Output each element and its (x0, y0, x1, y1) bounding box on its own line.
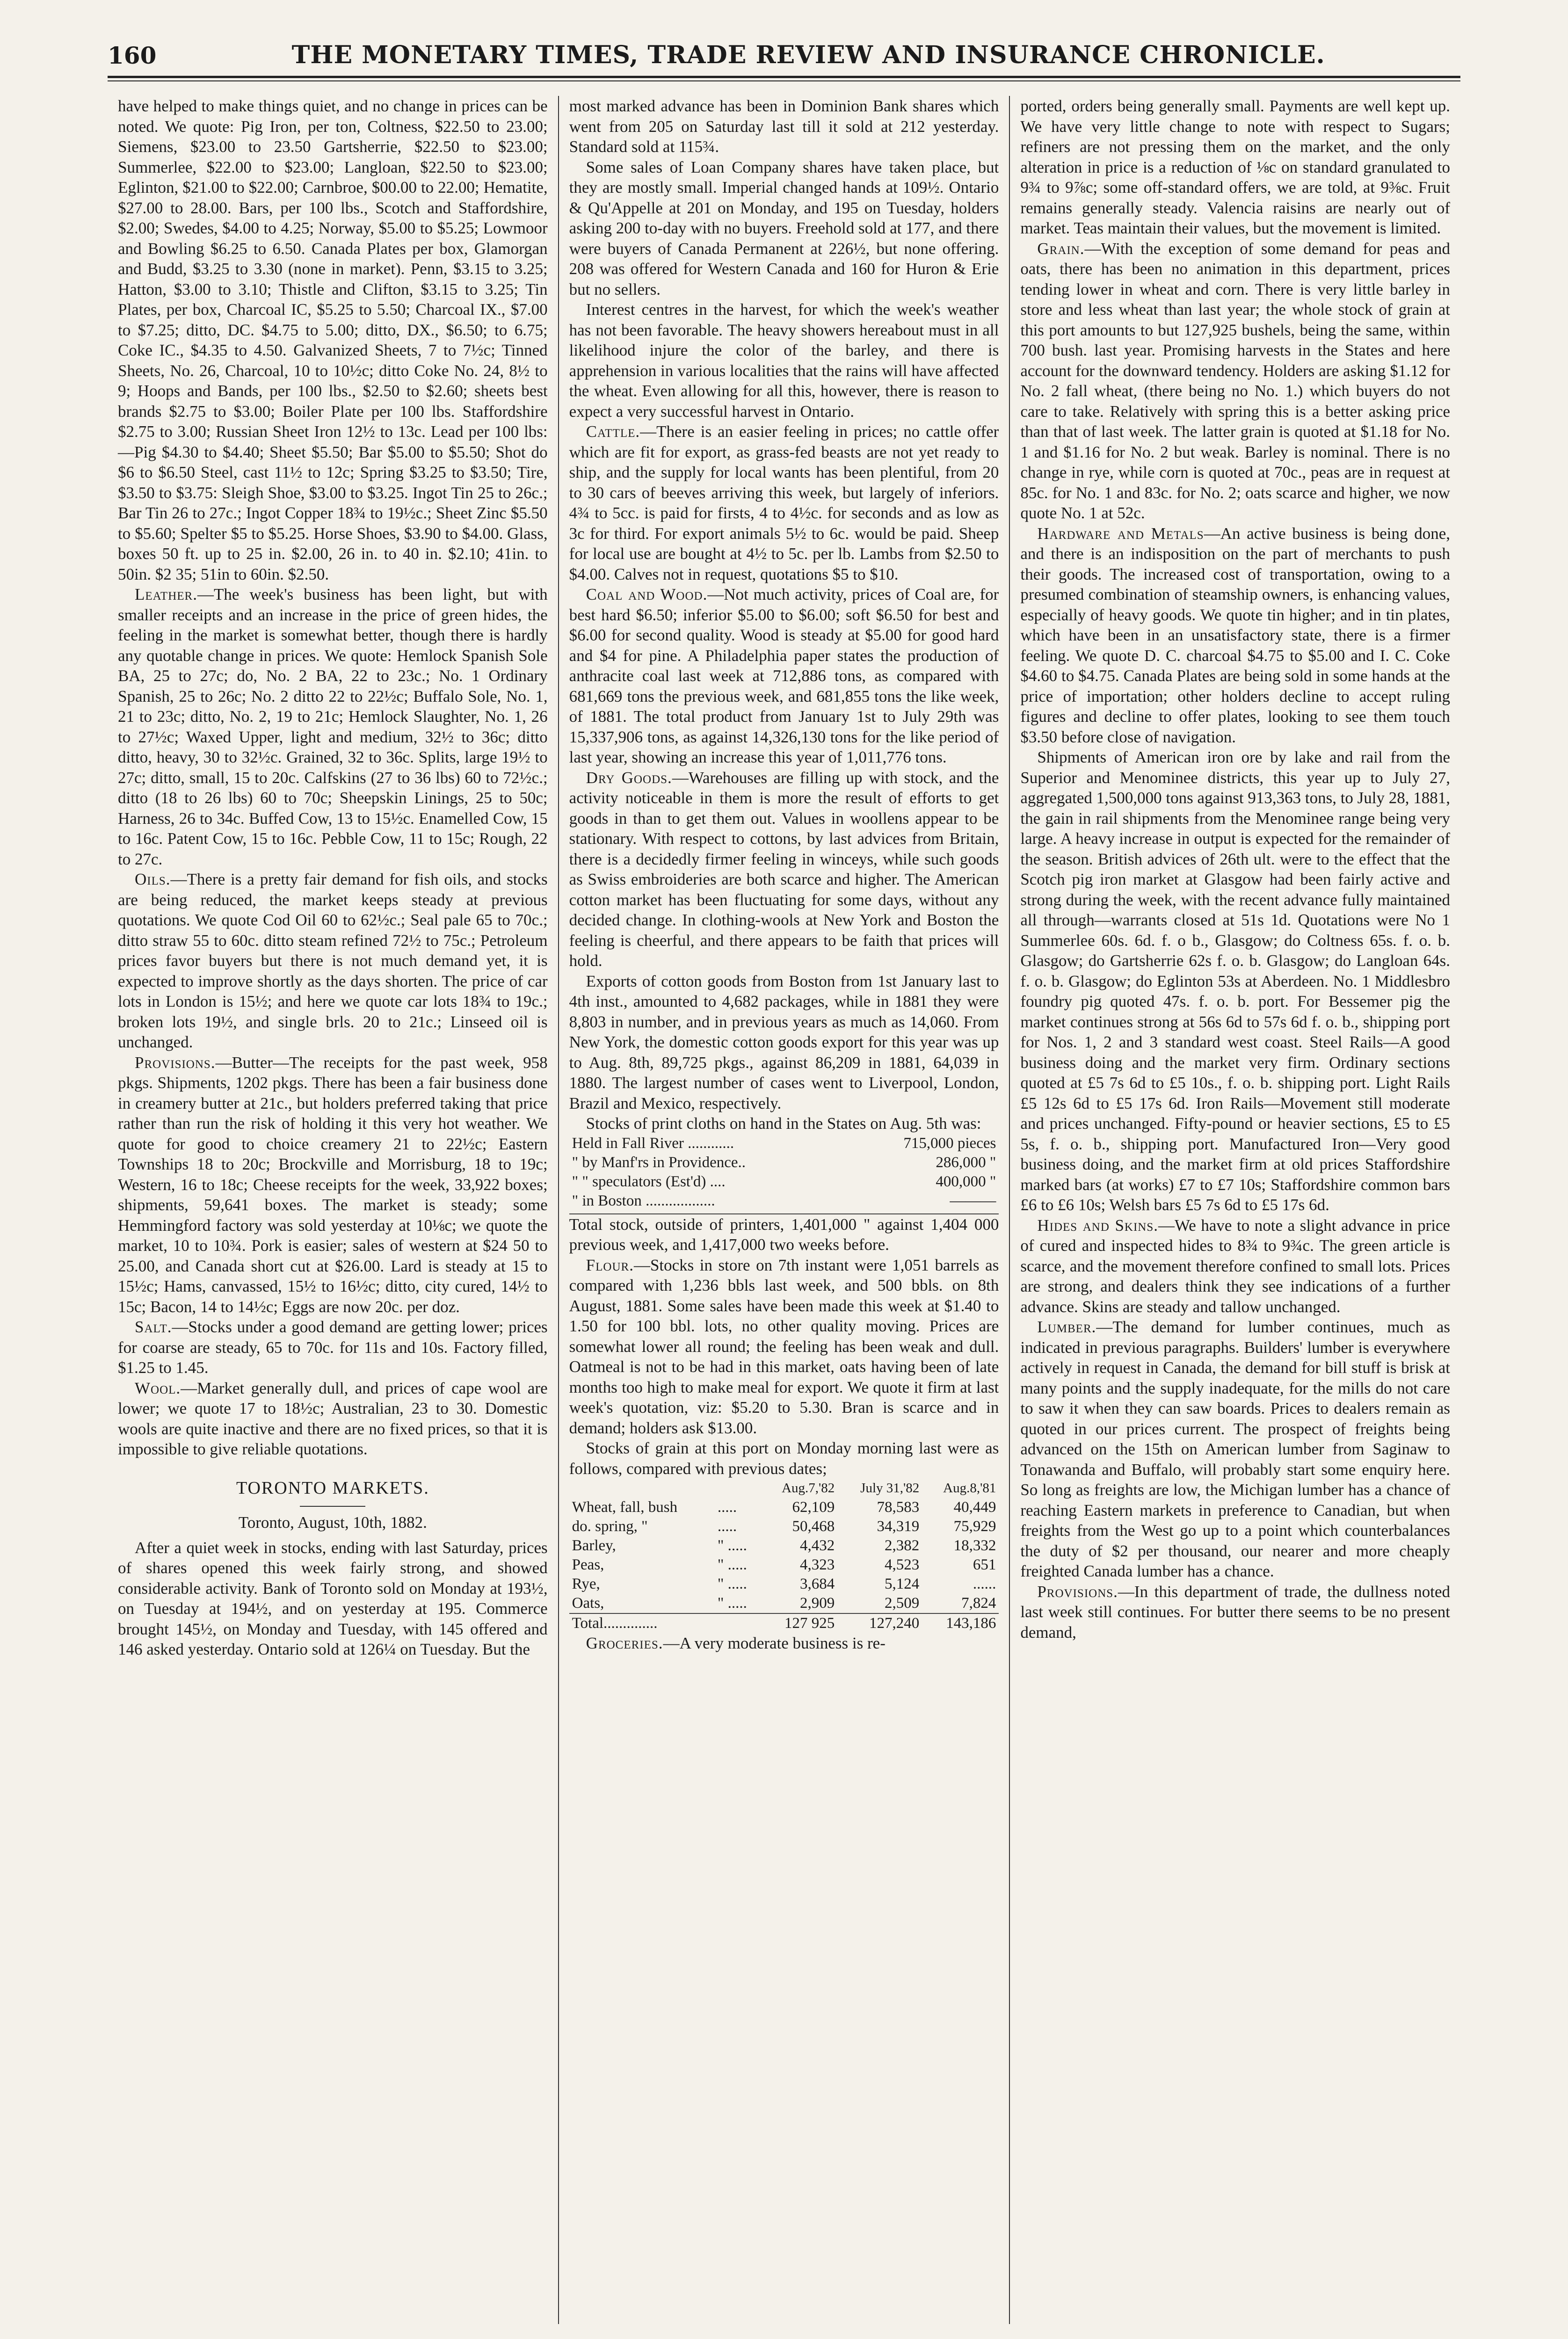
grain-total-jul31-82: 127,240 (837, 1613, 922, 1633)
loan-company-paragraph: Some sales of Loan Company shares have taken place, but they are mostly small. Imperial changed hands at 109½. Ontario & Qu'Appelle at 201 on Monday, and 195 on Tuesday, holders asking 200 to-day with no buyers. Freehold sold at 177, and there were buyers of Canada Permanent at 226½, but none offering. 208 was offered for Western Canada and 160 for Huron & Erie but no sellers. (569, 158, 999, 298)
grain-jul31-82: 34,319 (877, 1518, 920, 1535)
header-rule-thin (108, 80, 1460, 81)
grain-aug7-82: 4,323 (800, 1556, 835, 1573)
coal-wood-heading: Coal and Wood. (586, 585, 708, 603)
sugars-paragraph: ported, orders being generally small. Payments are well kept up. We have very little change to note with respect to Sugars; refiners are not pressing them on the market, and the only alteration in price is a reduction of ⅛c on standard granulated to 9¾ to 9⅞c; some off-standard offers, we are told, at 9⅜c. Fruit remains generally steady. Valencia raisins are nearly out of market. Teas maintain their values, but the movement is limited. (1020, 97, 1451, 237)
grain-name: Rye, (572, 1576, 600, 1592)
grain-column-header: July 31,'82 (860, 1481, 920, 1496)
grain-total-aug8-81: 143,186 (922, 1613, 999, 1633)
cotton-exports-paragraph: Exports of cotton goods from Boston from 1st January last to 4th inst., amounted to 4,682 packages, while in 1881 they were 8,803 in number, and in previous years as much as 14,060. From New York, the domestic cotton goods export for this year was up to Aug. 8th, 89,725 pkgs., against 86,209 in 1881, 64,039 in 1880. The largest number of cases went to Liverpool, London, Brazil and Mexico, respectively. (569, 972, 999, 1112)
grain-aug8-81: 7,824 (961, 1595, 996, 1612)
grain-row (569, 1555, 999, 1575)
grain-aug7-82: 2,909 (800, 1595, 835, 1612)
grain-row (569, 1498, 999, 1517)
column-3 (1009, 96, 1460, 2324)
print-cloths-intro: Stocks of print cloths on hand in the States on Aug. 5th was: (586, 1114, 981, 1133)
print-cloths-label: Held in Fall River ............ (572, 1134, 734, 1152)
grain-jul31-82: 4,523 (884, 1556, 920, 1573)
leather-paragraph (118, 584, 548, 869)
oils-paragraph (118, 869, 548, 1053)
groceries-text: —A very moderate business is re- (663, 1634, 886, 1652)
provisions-heading: Provisions. (135, 1053, 216, 1072)
grain-leader: " ..... (717, 1576, 747, 1592)
grain-name: Wheat, fall, bush (572, 1499, 678, 1516)
hardware-paragraph (1020, 523, 1450, 748)
grain-leader: " ..... (717, 1595, 747, 1612)
grain-column-header (715, 1479, 761, 1498)
stocks-paragraph: After a quiet week in stocks, ending with last Saturday, prices of shares opened this week fairly strong, and showed considerable activity. Bank of Toronto sold on Monday at 193½, on Tuesday at 194½, and on yesterday at 195. Commerce brought 145½, on Monday and Tuesday, with 145 offered and 146 asked yesterday. Ontario sold at 126¼ on Tuesday. But the (118, 1538, 548, 1658)
print-cloths-label: " by Manf'rs in Providence.. (572, 1154, 746, 1171)
iron-quotes-paragraph: have helped to make things quiet, and no change in prices can be noted. We quote: Pig Iron, per ton, Coltness, $22.50 to 23.00; Siemens, $23.00 to 23.50 Gartsherrie, $22.50 to $23.00; Summerlee, $22.00 to $23.00; Langloan, $22.50 to $23.00; Eglinton, $21.00 to $22.00; Carnbroe, $00.00 to 22.00; Hematite, $27.00 to 28.00. Bars, per 100 lbs., Scotch and Staffordshire, $2.00; Swedes, $4.00 to 4.25; Norway, $5.00 to $5.25; Lowmoor and Bowling $6.25 to 6.50. Canada Plates per box, Glamorgan and Budd, $3.25 to 3.30 (none in market). Penn, $3.15 to 3.25; Hatton, $3.00 to 3.10; Thistle and Clifton, $3.15 to 3.25; Tin Plates, per box, Charcoal IC, $5.25 to 5.50; Charcoal IX., $7.00 to $7.25; ditto, DC. $4.75 to 5.00; ditto, DX., $6.50; to 6.75; Coke IC., $4.35 to 4.50. Galvanized Sheets, 7 to 7½c; Tinned Sheets, No. 26, Charcoal, 10 to 10½c; ditto Coke No. 24, 8½ to 9; Hoops and Bands, per 100 lbs., $2.50 to $2.60; sheets best brands $2.75 to $3.00; Boiler Plate per 100 lbs. Staffordshire $2.75 to 3.00; Russian Sheet Iron 12½ to 13c. Lead per 100 lbs:—Pig $4.30 to $4.40; Sheet $5.50; Bar $5.00 to $5.50; Shot do $6 to $6.50 Steel, cast 11½ to 12c; Spring $3.25 to $3.50; Tire, $3.50 to $3.75: Sleigh Shoe, $3.00 to $3.25. Ingot Tin 25 to 26c.; Bar Tin 26 to 27c.; Ingot Copper 18¾ to 19½c.; Sheet Zinc $5.50 to $5.60; Spelter $5 to $5.25. Horse Shoes, $3.90 to $4.00. Glass, boxes 50 ft. up to 25 in. $2.00, 26 in. to 40 in. $2.10; 41in. to 50in. $2 35; 51in to 60in. $2.50. (118, 97, 548, 583)
print-cloths-row (569, 1153, 999, 1172)
flour-text: —Stocks in store on 7th instant were 1,051 barrels as compared with 1,236 bbls last week, and 500 bbls. on 8th August, 1881. Some sales have been made this week at $1.40 to 1.50 for 100 bbl. lots, no other quality moving. Prices are somewhat lower all round; the feeling has been weak and dull. Oatmeal is not to be had in this market, oats having been of late months too high to make meal for export. We quote it firm at last week's quotation, viz: $5.20 to 5.30. Bran is scarce and in demand; holders ask $13.00. (569, 1256, 999, 1437)
grain-leader: " ..... (717, 1556, 747, 1573)
hides-text: —We have to note a slight advance in price of cured and inspected hides to 8¾ to 9¾c. The green article is scarce, and the movement therefore confined to small lots. Prices are strong, and dealers think they see indications of a further advance. Skins are steady and tallow unchanged. (1020, 1216, 1451, 1316)
wool-text: —Market generally dull, and prices of cape wool are lower; we quote 17 to 18½c; Australian, 23 to 30. Domestic wools are quite inactive and there are no fixed prices, so that it is impossible to give reliable quotations. (118, 1379, 548, 1458)
grain-row (569, 1575, 999, 1594)
wool-heading: Wool. (135, 1379, 181, 1397)
provisions-toronto-text: —In this department of trade, the dullness noted last week still continues. For butter there seems to be no present demand, (1020, 1582, 1451, 1642)
print-cloths-value: ——— (950, 1192, 996, 1209)
grain-total-row (569, 1613, 999, 1633)
cattle-paragraph (569, 421, 999, 584)
flour-paragraph (569, 1255, 999, 1438)
hardware-text: —An active business is being done, and there is an indisposition on the part of merchants to push their goods. The increased cost of transportation, owing to a presumed combination of steamship owners, is enhancing values, especially of heavy goods. We quote tin higher; and in tin plates, which have been in an unsatisfactory state, there is a firmer feeling. We quote D. C. charcoal $4.75 to $5.00 and I. C. Coke $4.60 to $4.75. Canada Plates are being sold in some hands at the price of importation; other holders decline to accept ruling figures and decline to offer plates, looking to see them touch $3.50 before close of navigation. (1020, 524, 1451, 746)
cattle-text: —There is an easier feeling in prices; no cattle offer which are fit for export, as grass-fed beasts are not yet ready to ship, and the supply for local wants has been plentiful, from 20 to 30 cars of beeves arriving this week, but largely of inferiors. 4¾ to 5cc. is paid for firsts, 4 to 4½c. for seconds and as low as 3c for third. For export animals 5½ to 6c. would be paid. Sheep for local use are bought at 4½ to 5c. per lb. Lambs from $2.50 to $4.00. Calves not in request, quotations $5 to $10. (569, 422, 999, 583)
grain-total-label: Total.............. (569, 1613, 761, 1633)
grain-name: do. spring, " (572, 1518, 648, 1535)
masthead-title: THE MONETARY TIMES, TRADE REVIEW AND INSURANCE CHRONICLE. (291, 41, 1325, 69)
flour-heading: Flour. (586, 1256, 634, 1274)
grain-jul31-82: 2,509 (884, 1595, 920, 1612)
header-rule (108, 76, 1460, 78)
print-cloths-value: 400,000 " (936, 1173, 996, 1190)
leather-text: —The week's business has been light, but with smaller receipts and an increase in the price of green hides, the feeling in the market is somewhat better, though there is hardly any quotable change in prices. We quote: Hemlock Spanish Sole BA, 25 to 27c; do, No. 2 BA, 22 to 23c.; No. 1 Ordinary Spanish, 25 to 26c; No. 2 ditto 22 to 22½c; Buffalo Sole, No. 1, 21 to 23c; ditto, No. 2, 19 to 21c; Hemlock Slaughter, No. 1, 26 to 27½c; Waxed Upper, light and medium, 32½ to 36c; ditto ditto, heavy, 30 to 32½c. Grained, 32 to 36c. Splits, large 19½ to 27c; ditto, small, 15 to 20c. Calfskins (27 to 36 lbs) 60 to 72½c.; ditto (18 to 26 lbs) 60 to 70c; Sheepskin Linings, 25 to 50c; Harness, 26 to 34c. Buffed Cow, 13 to 15½c. Enamelled Cow, 15 to 16c. Patent Cow, 15 to 16c. Pebble Cow, 11 to 15c; Rough, 22 to 27c. (118, 585, 548, 868)
section-rule (300, 1506, 365, 1507)
lumber-text: —The demand for lumber continues, much as indicated in previous paragraphs. Builders' lumber is everywhere actively in request in Canada, the demand for bill stuff is brisk at many points and the supply inadequate, for the mills do not care to saw it when they can saw boards. Prices to dealers remain as quoted in our prices current. The prospect of freights being advanced on the 15th on American lumber from Saginaw to Tonawanda and Buffalo, will probably start some enquiry here. So long as freights are low, the Michigan lumber has a chance of reaching Eastern markets in preference to Canadian, but when freights from the West go up to a point which counterbalances the duty of $2 per thousand, our nearer and more cheaply freighted Canada lumber has a chance. (1020, 1318, 1451, 1580)
lumber-heading: Lumber. (1037, 1318, 1096, 1336)
grain-leader: ..... (717, 1499, 737, 1516)
dry-goods-text: —Warehouses are filling up with stock, and the activity noticeable in them is more the result of efforts to get goods in than to get them out. Values in woollens appear to be stationary. With respect to cottons, by last advices from Britain, there is a decidedly firmer feeling in winceys, while such goods as Swiss embroideries are both scarce and higher. The American cotton market has been fluctuating for some days, without any decided change. In clothing-wools at New York and Boston the feeling is cheerful, and there appears to be faith that prices will hold. (569, 768, 999, 970)
print-cloths-row (569, 1172, 999, 1191)
print-cloths-table (569, 1134, 999, 1211)
oils-heading: Oils. (135, 870, 171, 888)
print-cloths-value: 286,000 " (936, 1154, 996, 1171)
print-cloths-label: " in Boston .................. (572, 1192, 715, 1209)
article-columns (108, 96, 1460, 2324)
grain-column-header: Aug.7,'82 (782, 1481, 835, 1496)
provisions-toronto-paragraph (1020, 1582, 1450, 1643)
coal-wood-text: —Not much activity, prices of Coal are, for best hard $6.50; inferior $5.00 to $6.00; soft $6.50 for best and $6.00 for second quality. Wood is steady at $5.00 for good hard and $4 for pine. A Philadelphia paper states the production of anthracite coal last week at 712,886 tons, as compared with 681,669 tons the previous week, and 681,855 tons the like week, of 1881. The total product from January 1st to July 29th was 15,337,906 tons, as against 14,326,130 tons for the like period of last year, showing an increase this year of 1,011,776 tons. (569, 585, 999, 766)
grain-aug8-81: 18,332 (953, 1537, 996, 1554)
grain-aug8-81: 40,449 (953, 1499, 996, 1516)
salt-paragraph (118, 1317, 548, 1378)
hides-paragraph (1020, 1215, 1450, 1317)
grain-aug7-82: 4,432 (800, 1537, 835, 1554)
grain-aug7-82: 62,109 (792, 1499, 835, 1516)
salt-heading: Salt. (135, 1318, 172, 1336)
groceries-paragraph (569, 1633, 999, 1654)
provisions-text: —Butter—The receipts for the past week, 958 pkgs. Shipments, 1202 pkgs. There has been a fair business done in creamery butter at 21c., but holders preferred taking that price rather than run the risk of holding it this very hot weather. We quote for good to choice creamery 21 to 22½c; Eastern Townships 18 to 20c; Brockville and Morrisburg, 18 to 19c; Western, 16 to 18c; Cheese receipts for the week, 33,922 boxes; shipments, 59,641 boxes. The market is steady; some Hemmingford factory was sold yesterday at 10⅛c; we quote the market, 10 to 10¾. Pork is easier; sales of western at $24 50 to 25.00, and Canada short cut at $26.00. Lard is steady at 15 to 15½c; Hams, canvassed, 15½ to 16½c; ditto, city cured, 14½ to 15c; Bacon, 14 to 14½c; Eggs are now 20c. per doz. (118, 1053, 548, 1316)
dry-goods-heading: Dry Goods. (586, 768, 672, 787)
grain-name: Peas, (572, 1556, 604, 1573)
grain-jul31-82: 78,583 (877, 1499, 920, 1516)
grain-aug7-82: 50,468 (792, 1518, 835, 1535)
dateline: Toronto, August, 10th, 1882. (238, 1513, 427, 1532)
grain-column-header: Aug.8,'81 (943, 1481, 996, 1496)
grain-jul31-82: 2,382 (884, 1537, 920, 1554)
grain-aug8-81: ...... (973, 1576, 996, 1592)
lumber-paragraph (1020, 1317, 1450, 1582)
grain-stocks-table (569, 1479, 999, 1633)
dry-goods-paragraph (569, 768, 999, 971)
grain-row (569, 1517, 999, 1536)
grain-paragraph (1020, 239, 1450, 523)
iron-ore-paragraph: Shipments of American iron ore by lake and rail from the Superior and Menominee districts, this year up to July 27, aggregated 1,500,000 tons against 913,363 tons, to July 28, 1881, the gain in rail shipments from the Menominee range being very large. A heavy increase in output is expected for the remainder of the season. British advices of 26th ult. were to the effect that the Scotch pig iron market at Glasgow had been fairly active and strong during the week, with the recent advance fully maintained all through—warrants closed at 51s 1d. Quotations were No 1 Summerlee 60s. 6d. f. o b., Glasgow; do Coltness 65s. f. o. b. Glasgow; do Gartsherrie 62s f. o. b. Glasgow; do Langloan 64s. f. o. b. Glasgow; do Eglinton 53s at Aberdeen. No. 1 Middlesbro foundry pig quoted 47s. f. o. b. port. For Bessemer pig the market continues strong at 56s 6d to 57s 6d f. o. b., shipping port for Nos. 1, 2 and 3 standard west coast. Steel Rails—A good business doing and the market very firm. Ordinary sections quoted at £5 7s 6d to £5 10s., f. o. b. shipping port. Light Rails £5 12s 6d to £5 17s 6d. Iron Rails—Movement still moderate and prices unchanged. Fifty-pound or heavier sections, £5 to £5 5s, f. o. b., shipping port. Manufactured Iron—Very good business doing, and the market firm at old prices Staffordshire marked bars (at works) £7 to £7 10s; Staffordshire common bars £6 to £6 10s; Welsh bars £5 7s 6d to £5 17s 6d. (1020, 748, 1451, 1214)
total-stock-paragraph: Total stock, outside of printers, 1,401,000 " against 1,404 000 previous week, and 1,417,000 two weeks before. (569, 1213, 999, 1255)
column-1 (108, 96, 558, 2324)
grain-stocks-intro: Stocks of grain at this port on Monday morning last were as follows, compared with previous dates; (569, 1439, 999, 1478)
coal-wood-paragraph (569, 584, 999, 768)
print-cloths-row (569, 1134, 999, 1153)
grain-heading: Grain. (1037, 239, 1085, 258)
grain-name: Oats, (572, 1595, 604, 1612)
wool-paragraph (118, 1378, 548, 1460)
grain-row (569, 1536, 999, 1555)
grain-text: —With the exception of some demand for peas and oats, there has been no animation in this department, prices tending lower in wheat and corn. There is very little barley in store and less wheat than last year; the whole stock of grain at this port amounts to but 127,925 bushels, being the same, within 700 bush. last year. Promising harvests in the States and here account for the downward tendency. Holders are asking $1.12 for No. 2 fall wheat, (there being no No. 1.) which buyers do not care to take. Relatively with spring this is a better asking price than that of last week. The latter grain is quoted at $1.18 for No. 1 and $1.16 for No. 2 but weak. Barley is nominal. There is no change in rye, while corn is quoted at 70c., peas are in request at 85c. for No. 1 and 83c. for No. 2; oats scarce and higher, we now quote No. 1 at 52c. (1020, 239, 1451, 522)
page-header (108, 27, 1460, 69)
print-cloths-row (569, 1191, 999, 1211)
provisions-toronto-heading: Provisions. (1037, 1582, 1118, 1601)
salt-text: —Stocks under a good demand are getting lower; prices for coarse are steady, 65 to 70c. for 11s and 10s. Factory filled, $1.25 to 1.45. (118, 1318, 548, 1377)
grain-aug8-81: 651 (973, 1556, 996, 1573)
dominion-bank-paragraph: most marked advance has been in Dominion Bank shares which went from 205 on Saturday last till it sold at 212 yesterday. Standard sold at 115¾. (569, 97, 999, 156)
grain-aug8-81: 75,929 (953, 1518, 996, 1535)
grain-total-aug7-82: 127 925 (761, 1613, 837, 1633)
page-number: 160 (108, 42, 157, 69)
hides-heading: Hides and Skins. (1037, 1216, 1159, 1235)
column-2 (558, 96, 1009, 2324)
grain-name: Barley, (572, 1537, 616, 1554)
grain-aug7-82: 3,684 (800, 1576, 835, 1592)
groceries-heading: Groceries. (586, 1634, 663, 1652)
cattle-heading: Cattle. (586, 422, 640, 441)
print-cloths-label: " " speculators (Est'd) .... (572, 1173, 726, 1190)
grain-leader: ..... (717, 1518, 737, 1535)
grain-row (569, 1594, 999, 1613)
provisions-paragraph (118, 1053, 548, 1317)
oils-text: —There is a pretty fair demand for fish oils, and stocks are being reduced, the market keeps steady at previous quotations. We quote Cod Oil 60 to 62½c.; Seal pale 65 to 70c.; ditto straw 55 to 60c. ditto steam refined 72½ to 75c.; Petroleum prices favor buyers but there is not much demand yet, it is expected to improve shortly as the days shorten. The price of car lots in London is 15½; and here we quote car lots 18¾ to 19c.; broken lots 19½, and single brls. 20 to 21c.; Linseed oil is unchanged. (118, 870, 548, 1051)
grain-leader: " ..... (717, 1537, 747, 1554)
harvest-paragraph: Interest centres in the harvest, for which the week's weather has not been favorable. The heavy showers hereabout must in all likelihood injure the color of the barley, and there is apprehension in various localities that the rains will have affected the wheat. Even allowing for all this, however, there is reason to expect a very successful harvest in Ontario. (569, 300, 999, 421)
grain-column-header (569, 1479, 715, 1498)
grain-jul31-82: 5,124 (884, 1576, 920, 1592)
section-title: TORONTO MARKETS. (236, 1478, 429, 1498)
print-cloths-value: 715,000 pieces (903, 1134, 996, 1152)
hardware-heading: Hardware and Metals (1037, 524, 1204, 543)
leather-heading: Leather. (135, 585, 197, 603)
